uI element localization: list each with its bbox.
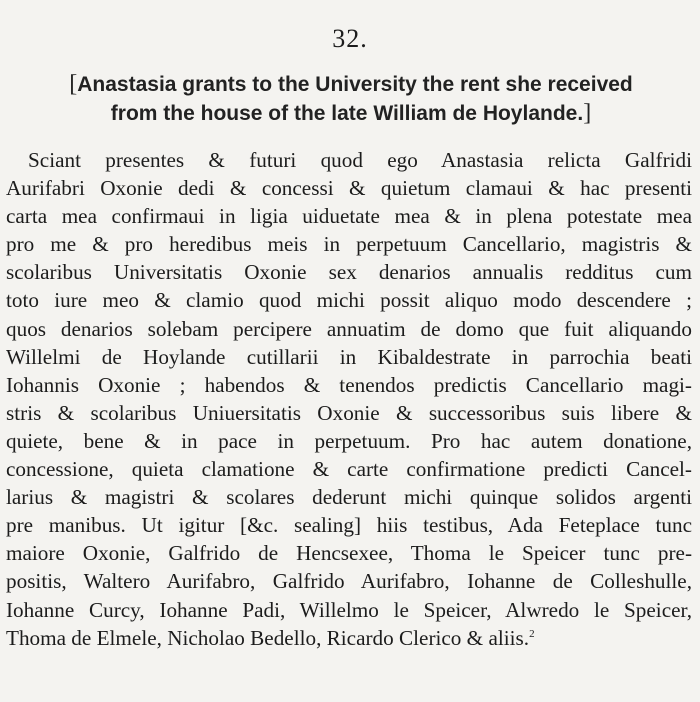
- heading-line-1: [18, 70, 684, 99]
- text-line: positis, Waltero Aurifabro, Galfrido Aurifabro, Iohanne de Colleshulle,: [6, 569, 692, 594]
- text-line: carta mea confirmaui in ligia uiduetate mea & in plena potestate mea: [6, 204, 692, 229]
- text-line: concessione, quieta clamatione & carte confirmatione predicti Cancel-: [6, 457, 692, 482]
- text-line: quos denarios solebam percipere annuatim de domo que fuit aliquando: [6, 316, 692, 341]
- text-line: Aurifabri Oxonie dedi & concessi & quietum clamaui & hac presenti: [6, 176, 692, 201]
- text-line: quiete, bene & in pace in perpetuum. Pro hac autem donatione,: [6, 428, 692, 453]
- charter-heading: [18, 70, 684, 128]
- heading-close-bracket: ]: [583, 100, 592, 126]
- heading-text-2: from the house of the late William de Hoylande.: [110, 102, 584, 125]
- text-line: larius & magistri & scolares dederunt michi quinque solidos argenti: [6, 485, 692, 510]
- last-line-text: Thoma de Elmele, Nicholao Bedello, Ricardo Clerico & aliis.: [6, 625, 530, 650]
- text-line: Willelmi de Hoylande cutillarii in Kibaldestrate in parrochia beati: [6, 344, 692, 369]
- text-line: Iohannis Oxonie ; habendos & tenendos predictis Cancellario magi-: [6, 372, 692, 397]
- text-line: pro me & pro heredibus meis in perpetuum Cancellario, magistris &: [6, 232, 692, 257]
- page-number: 32.: [332, 24, 368, 53]
- heading-text-1: Anastasia grants to the University the rent she received: [77, 73, 633, 96]
- text-line: Iohanne Curcy, Iohanne Padi, Willelmo le Speicer, Alwredo le Speicer,: [6, 597, 692, 622]
- text-line: Sciant presentes & futuri quod ego Anastasia relicta Galfridi: [28, 148, 692, 172]
- text-line: stris & scolaribus Uniuersitatis Oxonie & successoribus suis libere &: [6, 400, 692, 425]
- text-line: pre manibus. Ut igitur [&c. sealing] hiis testibus, Ada Feteplace tunc: [6, 513, 692, 538]
- charter-text: [6, 146, 692, 652]
- footnote-marker: 2: [529, 627, 535, 640]
- text-line: maiore Oxonie, Galfrido de Hencsexee, Thoma le Speicer tunc pre-: [6, 541, 692, 566]
- heading-open-bracket: [: [69, 71, 78, 97]
- text-line: scolaribus Universitatis Oxonie sex denarios annualis redditus cum: [6, 260, 692, 285]
- heading-line-2: [18, 99, 684, 128]
- text-line-last: [6, 624, 692, 652]
- text-line: toto iure meo & clamio quod michi possit aliquo modo descendere ;: [6, 288, 692, 313]
